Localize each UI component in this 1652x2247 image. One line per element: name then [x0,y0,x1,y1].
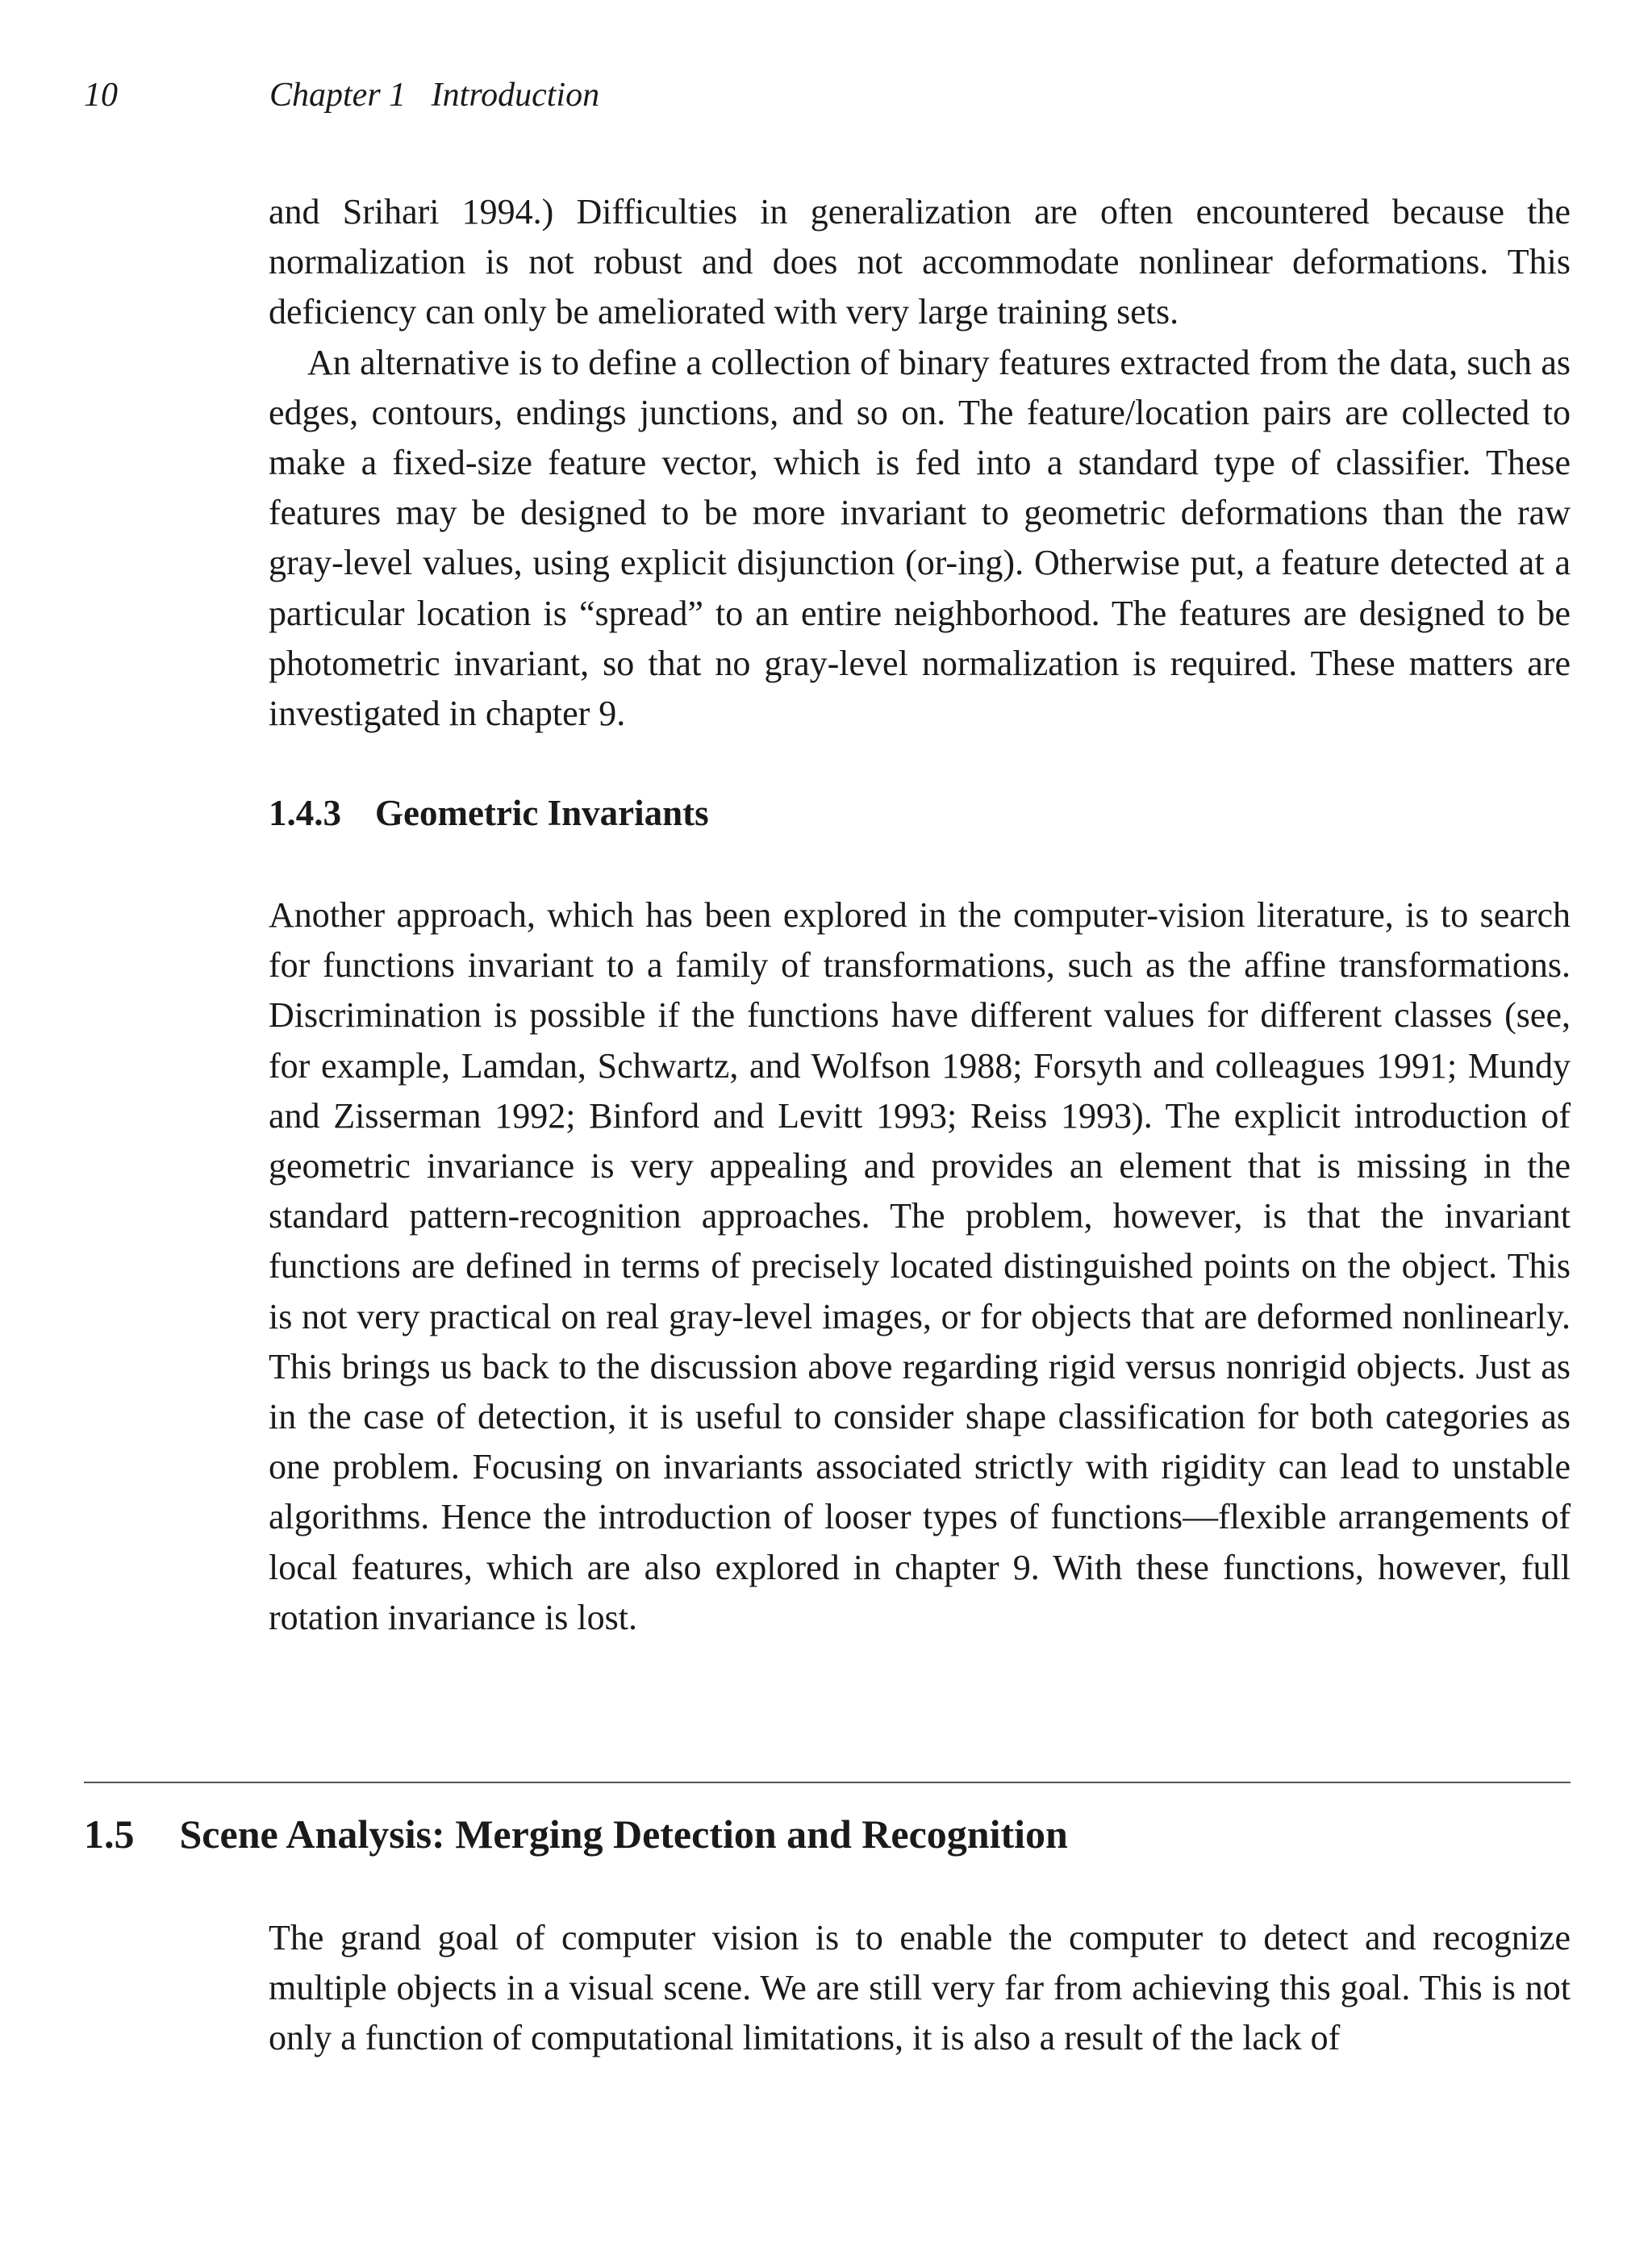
page-number: 10 [84,77,118,114]
section-number: 1.5 [84,1811,135,1857]
paragraph-continued: and Srihari 1994.) Difficulties in generalization are often encountered because the normalization is not robust and does not accommodate nonlinear deformations. This deficiency can only be ameliorated with very large training sets. [269,192,1571,332]
section-heading [84,1809,1068,1859]
chapter-number: Chapter 1 [269,77,407,114]
subsection-number: 1.4.3 [269,793,341,833]
subsection-title: Geometric Invariants [375,793,709,833]
body-text-top [269,187,1571,739]
paragraph-scene-analysis: The grand goal of computer vision is to enable the computer to detect and recognize multiple objects in a visual scene. We are still very far from achieving this goal. This is not only a function of computational limitations, it is also a result of the lack of [269,1918,1571,2058]
body-text-scene-analysis [269,1913,1571,2064]
chapter-label [269,74,599,116]
paragraph-binary-features: An alternative is to define a collection of binary features extracted from the data, such as edges, contours, endings junctions, and so on. The feature/location pairs are collected to make a fixed-size feature vector, which is fed into a standard type of classifier. These features may be designed to be more invariant to geometric deformations than the raw gray-level values, using explicit disjunction (or-ing). Otherwise put, a feature detected at a particular location is “spread” to an entire neighborhood. The features are designed to be photometric invariant, so that no gray-level normalization is required. These matters are investigated in chapter 9. [269,342,1571,734]
subsection-heading [269,790,709,836]
body-text-invariants [269,890,1571,1643]
chapter-title: Introduction [431,77,600,114]
section-rule [84,1782,1571,1783]
paragraph-geometric-invariants: Another approach, which has been explored in the computer-vision literature, is to search for functions invariant to a family of transformations, such as the affine transformations. Discrimination is possible if the functions have different values for different classes (see, for example, Lamdan, Schwartz, and Wolfson 1988; Forsyth and colleagues 1991; Mundy and Zisserman 1992; Binford and Levitt 1993; Reiss 1993). The explicit introduction of geometric invariance is very appealing and provides an element that is missing in the standard pattern-recognition approaches. The problem, however, is that the invariant functions are defined in terms of precisely located distinguished points on the object. This is not very practical on real gray-level images, or for objects that are deformed nonlinearly. This brings us back to the discussion above regarding rigid versus nonrigid objects. Just as in the case of detection, it is useful to consider shape classification for both categories as one problem. Focusing on invariants associated strictly with rigidity can lead to unstable algorithms. Hence the introduction of looser types of functions—flexible arrangements of local features, which are also explored in chapter 9. With these functions, however, full rotation invariance is lost. [269,895,1571,1637]
section-title: Scene Analysis: Merging Detection and Recognition [179,1811,1068,1857]
running-head [84,74,600,116]
